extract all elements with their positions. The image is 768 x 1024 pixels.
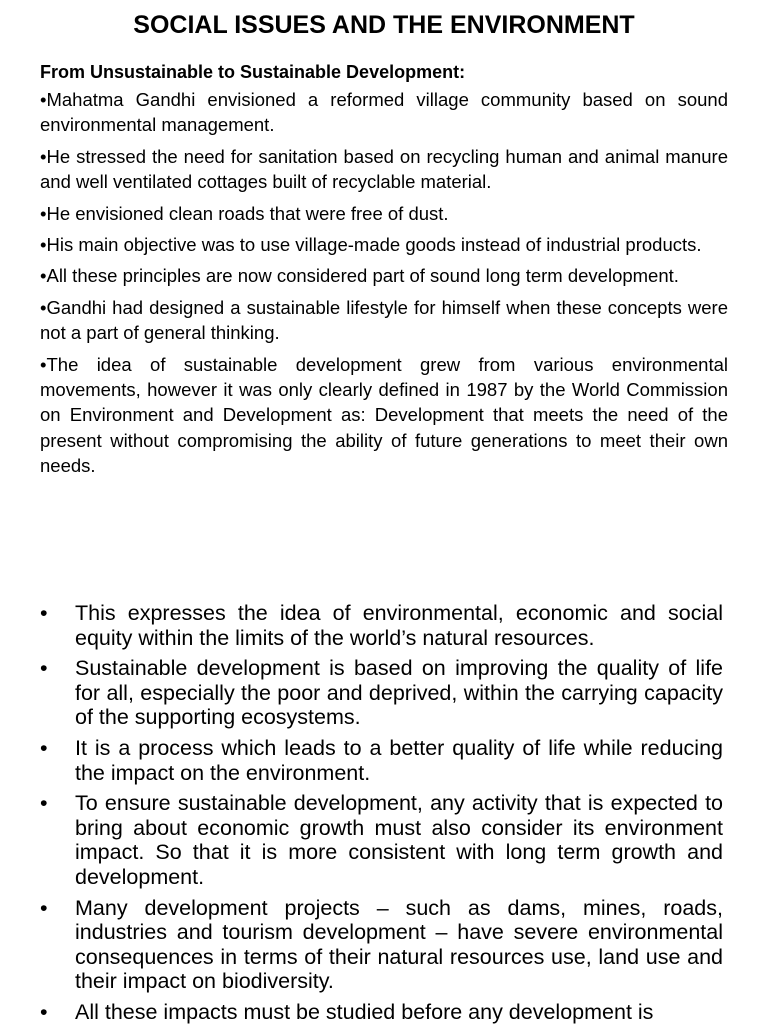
bullet-icon: • [40, 601, 48, 625]
bullet-item [40, 896, 723, 994]
bullet-text: It is a process which leads to a better quality of life while reducing the impact on the environment. [75, 735, 723, 785]
section-heading: From Unsustainable to Sustainable Development: [40, 62, 466, 82]
bullet-item [40, 601, 723, 650]
paragraph: •He envisioned clean roads that were free of dust. [40, 202, 449, 224]
page-title: SOCIAL ISSUES AND THE ENVIRONMENT [133, 11, 635, 39]
bullet-icon: • [40, 656, 48, 681]
bullet-item [40, 791, 723, 889]
bullet-item [40, 1000, 723, 1024]
bullet-list [40, 601, 723, 1024]
section-sustainable-development [40, 60, 728, 485]
bullet-text: All these impacts must be studied before any development is [75, 999, 654, 1024]
bullet-icon: • [40, 895, 48, 920]
bullet-text: This expresses the idea of environmental, economic and social equity within the limits of the world’s natural resources. [75, 601, 723, 650]
paragraph: •All these principles are now considered part of sound long term development. [40, 265, 679, 287]
bullet-icon: • [40, 999, 48, 1024]
paragraph: •He stressed the need for sanitation based on recycling human and animal manure and well ventilated cottages built of recyclable material. [40, 145, 728, 193]
paragraph: •Gandhi had designed a sustainable lifestyle for himself when these concepts were not a part of general thinking. [40, 296, 728, 344]
bullet-item [40, 736, 723, 785]
bullet-icon: • [40, 735, 48, 760]
paragraph: •His main objective was to use village-made goods instead of industrial products. [40, 234, 702, 256]
bullet-text: Many development projects – such as dams, mines, roads, industries and tourism development – have severe environmental consequences in terms of their natural resources use, land use and their impact on biodiversity. [75, 895, 723, 994]
bullet-text: To ensure sustainable development, any activity that is expected to bring about economic growth must also consider its environment impact. So that it is more consistent with long term growth and development. [75, 791, 723, 889]
paragraph: •The idea of sustainable development grew from various environmental movements, however it was only clearly defined in 1987 by the World Commission on Environment and Development as: Development that meets the need of the present without compromising the ability of future generations to meet their own needs. [40, 353, 728, 477]
bullet-text: Sustainable development is based on improving the quality of life for all, especially the poor and deprived, within the carrying capacity of the supporting ecosystems. [75, 656, 723, 730]
bullet-item [40, 656, 723, 730]
bullet-icon: • [40, 791, 48, 816]
paragraph: •Mahatma Gandhi envisioned a reformed village community based on sound environmental management. [40, 89, 728, 136]
